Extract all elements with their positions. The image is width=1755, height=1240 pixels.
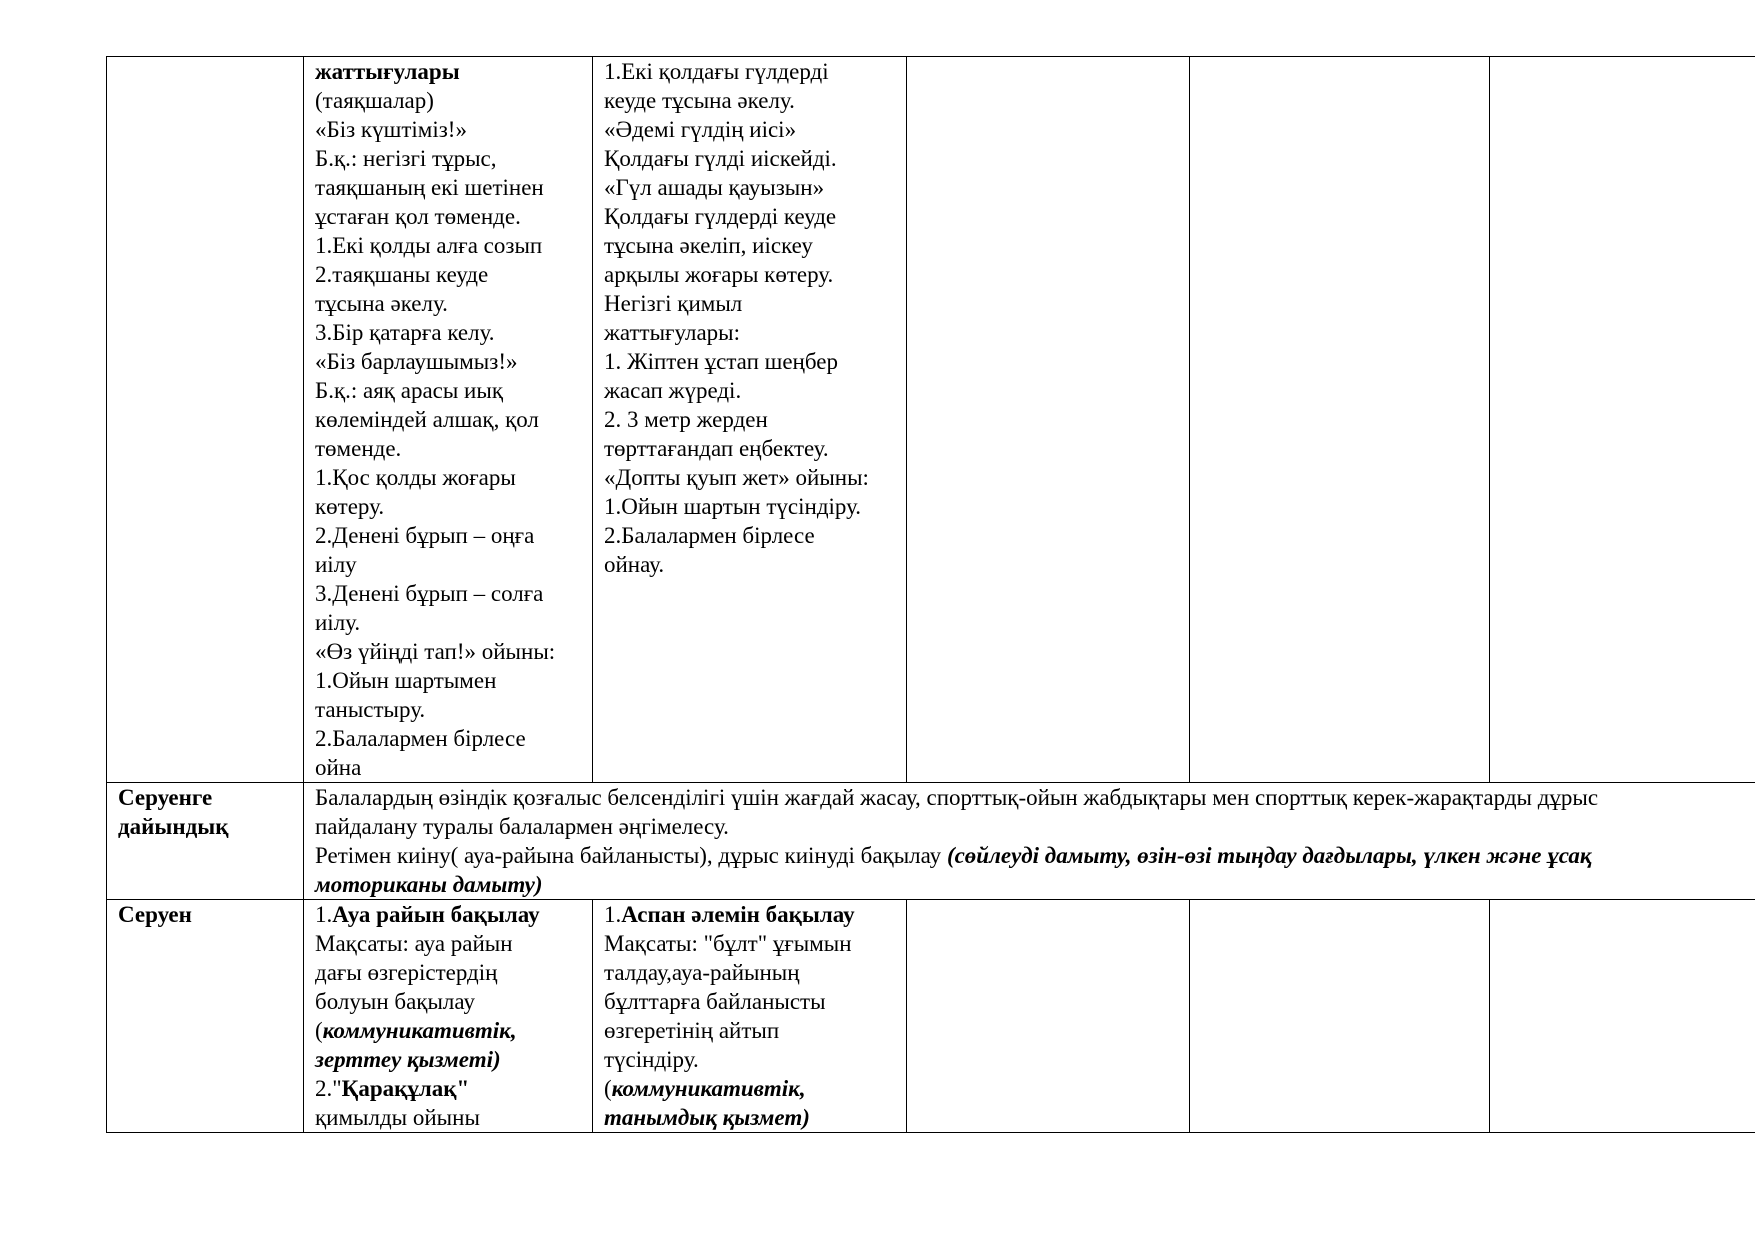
table-row-walk [107,900,1755,1133]
exercise-col2-line: ұстаған қол төменде. [315,204,521,229]
exercise-col2-line: иілу. [315,610,361,635]
walk-col3-text: Мақсаты: "бұлт" ұғымын [604,931,852,956]
exercise-col2-line: 3.Денені бұрып – солға [315,581,544,606]
walk-prep-text-3 [315,841,1755,870]
walk-col2-text: 2." [315,1076,342,1101]
walk-col3-line [604,1045,906,1074]
walk-col3-line [604,958,906,987]
exercise-col2-line: «Біз күштіміз!» [315,117,467,142]
row3-col3-cell [593,900,907,1133]
walk-col2-line [315,1103,592,1132]
walk-col3-line [604,1074,906,1103]
schedule-table [106,56,1755,1133]
row-label-walk: Серуен [118,902,192,927]
exercise-col2-line: 3.Бір қатарға келу. [315,320,495,345]
exercise-col3-line: ойнау. [604,552,665,577]
walk-col2-line [315,929,592,958]
walk-col2-text: зерттеу қызметі) [315,1047,501,1072]
exercise-col2-line: 1.Ойын шартымен [315,668,497,693]
walk-col3-text: 1. [604,902,622,927]
exercise-col2-line: 1.Екі қолды алға созып [315,233,543,258]
exercise-col3-line: 2.Балалармен бірлесе [604,523,815,548]
exercise-col2-line: таяқшаның екі шетінен [315,175,544,200]
walk-col2-text: қимылды ойыны [315,1105,480,1130]
walk-col2-text: Қарақұлақ" [341,1076,470,1101]
exercise-col3-line: тұсына әкеліп, иіскеу [604,233,813,258]
exercise-col2-line: көлеміндей алшақ, қол [315,407,539,432]
row-label-walk-prep-2: дайындық [118,814,229,839]
exercise-col2-line: тұсына әкелу. [315,291,448,316]
row-label-walk-prep-1: Серуенге [118,785,213,810]
walk-prep-text-2: пайдалану туралы балалармен әңгімелесу. [315,814,729,839]
exercise-col3-line: жасап жүреді. [604,378,742,403]
walk-col2-text: коммуникативтік, [322,1018,517,1043]
exercise-col3-line: «Допты қуып жет» ойыны: [604,465,869,490]
walk-prep-text-4: моториканы дамыту) [315,872,543,897]
walk-col2-text: Ауа райын бақылау [332,902,540,927]
walk-col3-text: коммуникативтік, [611,1076,806,1101]
table-row-walk-preparation [107,783,1755,900]
exercise-col2-line: төменде. [315,436,402,461]
walk-col3-line [604,1103,906,1132]
walk-col3-text: өзгеретінің айтып [604,1018,780,1043]
exercise-col3-line: 1. Жіптен ұстап шеңбер [604,349,838,374]
exercise-col3-line: жаттығулары: [604,320,741,345]
walk-col2-line [315,987,592,1016]
walk-col2-line [315,1045,592,1074]
exercise-col2-line: ойна [315,755,362,780]
exercise-col2-line: таныстыру. [315,697,426,722]
row3-col6-cell [1490,900,1755,1133]
walk-col3-line [604,900,906,929]
walk-col2-line [315,958,592,987]
row2-text-cell [304,783,1755,900]
exercise-col2-line: Б.қ.: аяқ арасы иық [315,378,503,403]
row1-col5-cell [1190,57,1490,783]
exercise-col3-line: төрттағандап еңбектеу. [604,436,829,461]
exercise-col2-line: иілу [315,552,357,577]
row3-col2-cell [304,900,593,1133]
exercise-col2-line: 2.Денені бұрып – оңға [315,523,535,548]
walk-col3-text: түсіндіру. [604,1047,699,1072]
row3-col5-cell [1190,900,1490,1133]
walk-col2-text: ( [315,1018,323,1043]
walk-col3-text: Аспан әлемін бақылау [621,902,855,927]
exercise-col3-line: арқылы жоғары көтеру. [604,262,834,287]
walk-col2-text: болуын бақылау [315,989,475,1014]
exercise-col2-line: Б.қ.: негізгі тұрыс, [315,146,497,171]
walk-col2-line [315,900,592,929]
walk-col3-line [604,929,906,958]
exercise-col2-line: жаттығулары [315,59,460,84]
exercise-col3-line: Негізгі қимыл [604,291,743,316]
walk-col2-line [315,1016,592,1045]
exercise-col2-line: көтеру. [315,494,385,519]
walk-col3-text: ( [604,1076,612,1101]
exercise-col3-line: «Әдемі гүлдің иісі» [604,117,797,142]
walk-col3-line [604,987,906,1016]
exercise-col2-line: 2.Балалармен бірлесе [315,726,526,751]
walk-col2-line [315,1074,592,1103]
exercise-col2-line: «Өз үйіңді тап!» ойыны: [315,639,556,664]
walk-col2-text: дағы өзгерістердің [315,960,498,985]
walk-col3-text: танымдық қызмет) [604,1105,810,1130]
exercise-col2-line: 2.таяқшаны кеуде [315,262,489,287]
exercise-col3-line: 1.Екі қолдағы гүлдерді [604,59,829,84]
row1-col6-cell [1490,57,1755,783]
row1-col2-cell [304,57,593,783]
row1-label-cell [107,57,304,783]
exercise-col3-line: «Гүл ашады қауызын» [604,175,825,200]
row3-col4-cell [907,900,1190,1133]
row1-col4-cell [907,57,1190,783]
exercise-col3-line: 2. 3 метр жерден [604,407,768,432]
exercise-col3-line: Қолдағы гүлді иіскейді. [604,146,837,171]
walk-col3-text: талдау,ауа-райының [604,960,800,985]
exercise-col2-line: 1.Қос қолды жоғары [315,465,516,490]
walk-col3-line [604,1016,906,1045]
table-row-exercises [107,57,1755,783]
walk-prep-text-3-italic: (сөйлеуді дамыту, өзін-өзі тыңдау дағдылары, үлкен және ұсақ [946,843,1592,868]
row2-label-cell [107,783,304,900]
walk-prep-text-1: Балалардың өзіндік қозғалыс белсенділігі үшін жағдай жасау, спорттық-ойын жабдықтары мен спорттық керек-жарақтарды дұрыс [315,785,1599,810]
walk-col2-text: Мақсаты: ауа райын [315,931,513,956]
exercise-col2-line: «Біз барлаушымыз!» [315,349,518,374]
exercise-col3-line: Қолдағы гүлдерді кеуде [604,204,837,229]
row3-label-cell [107,900,304,1133]
row1-col3-cell [593,57,907,783]
exercise-col3-line: 1.Ойын шартын түсіндіру. [604,494,862,519]
walk-col3-text: бұлттарға байланысты [604,989,826,1014]
exercise-col3-line: кеуде тұсына әкелу. [604,88,795,113]
walk-prep-text-3-plain: Ретімен киіну( ауа-райына байланысты), дұрыс киінуді бақылау [315,843,947,868]
walk-col2-text: 1. [315,902,333,927]
exercise-col2-line: (таяқшалар) [315,88,434,113]
